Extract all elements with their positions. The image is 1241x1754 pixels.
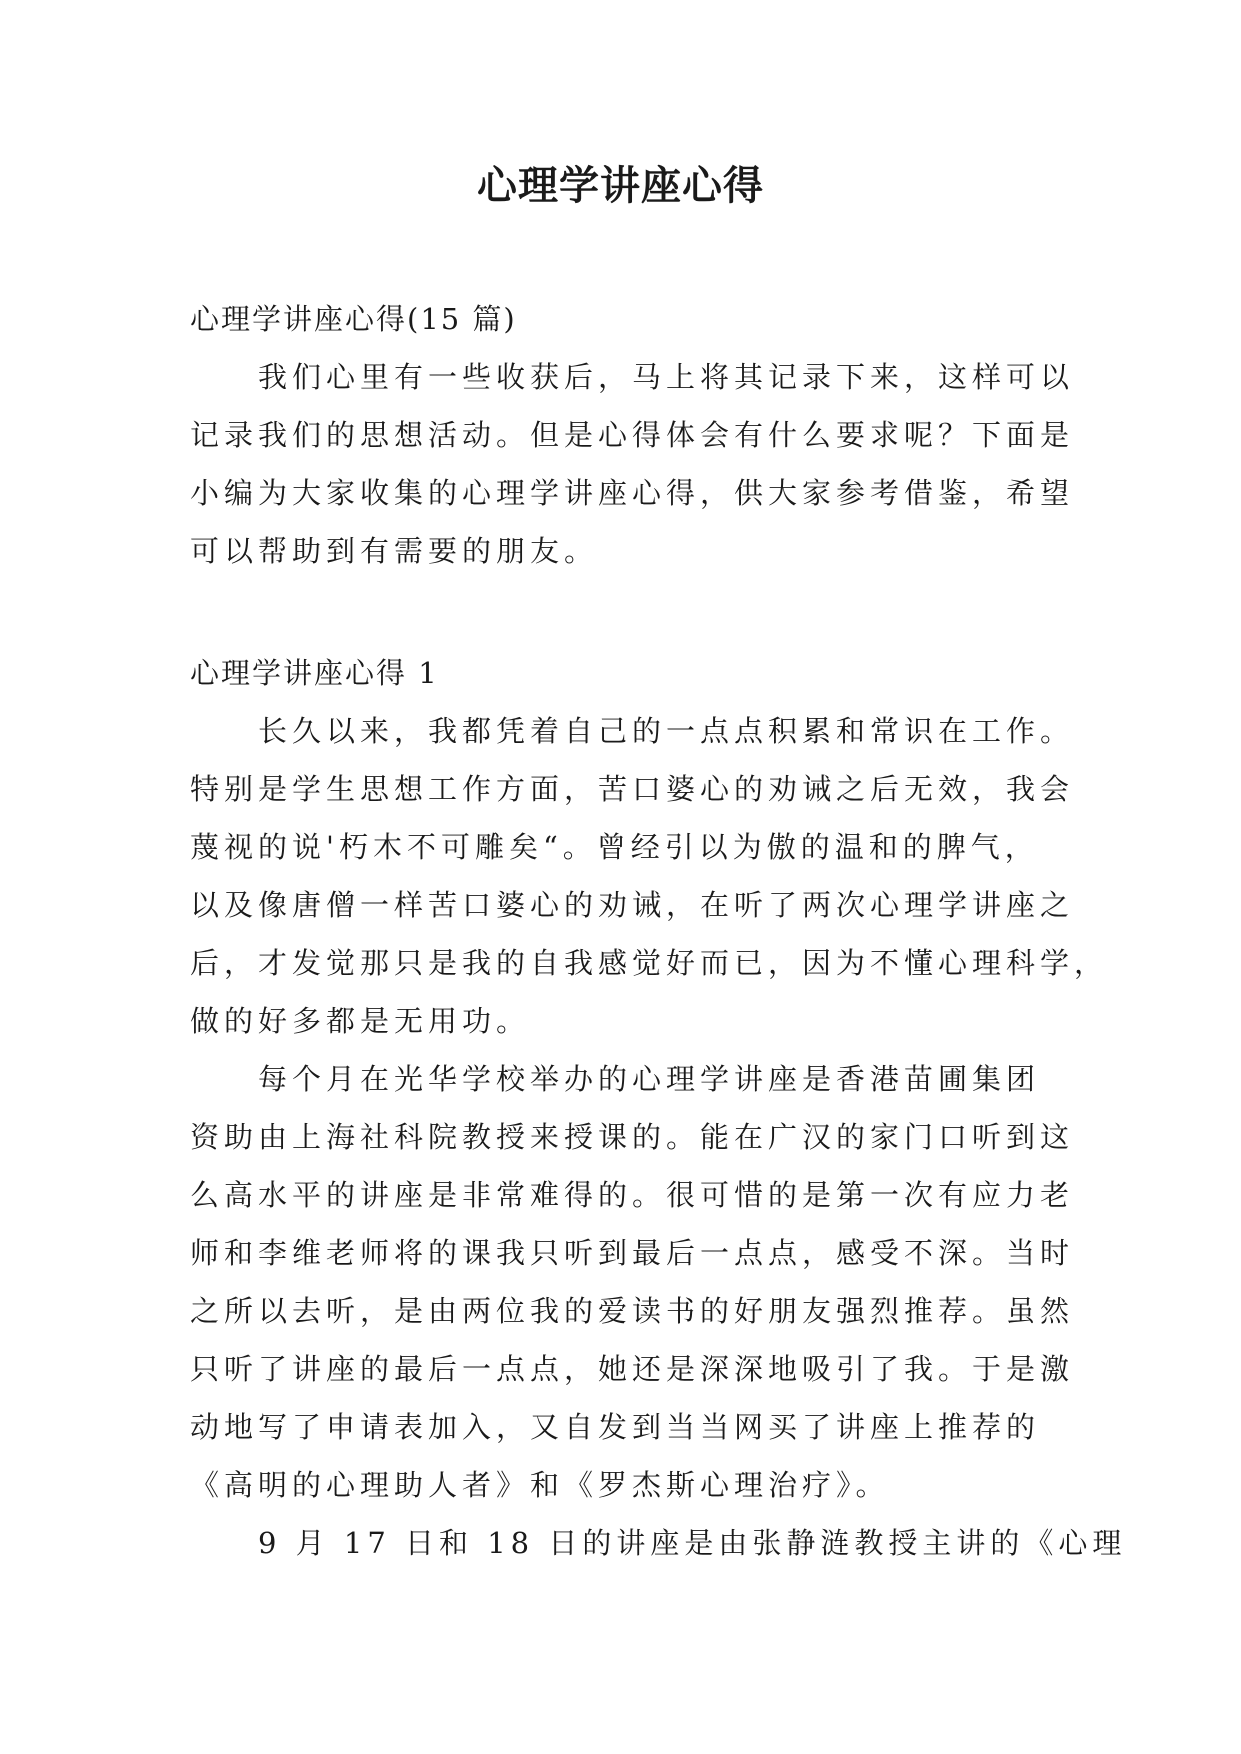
document-title: 心理学讲座心得 bbox=[477, 163, 764, 209]
body-paragraph-1 bbox=[190, 702, 1109, 1050]
paragraph-line: 只听了讲座的最后一点点，她还是深深地吸引了我。于是激 bbox=[190, 1352, 1075, 1386]
paragraph-line: 可以帮助到有需要的朋友。 bbox=[190, 534, 599, 568]
paragraph-line: 之所以去听，是由两位我的爱读书的好朋友强烈推荐。虽然 bbox=[190, 1294, 1075, 1328]
paragraph-line: 么高水平的讲座是非常难得的。很可惜的是第一次有应力老 bbox=[190, 1178, 1075, 1212]
paragraph-line: 资助由上海社科院教授来授课的。能在广汉的家门口听到这 bbox=[190, 1120, 1075, 1154]
section-spacer bbox=[190, 580, 1070, 644]
paragraph-line: 做的好多都是无用功。 bbox=[190, 1004, 531, 1038]
document-body bbox=[190, 290, 1127, 1572]
paragraph-line: 《高明的心理助人者》和《罗杰斯心理治疗》。 bbox=[190, 1468, 890, 1502]
body-paragraph-3 bbox=[190, 1514, 1127, 1572]
paragraph-line: 后，才发觉那只是我的自我感觉好而已，因为不懂心理科学， bbox=[190, 946, 1109, 980]
body-paragraph-2 bbox=[190, 1050, 1075, 1514]
paragraph-line: 9 月 17 日和 18 日的讲座是由张静涟教授主讲的《心理 bbox=[258, 1526, 1127, 1560]
paragraph-line: 小编为大家收集的心理学讲座心得，供大家参考借鉴，希望 bbox=[190, 476, 1075, 510]
paragraph-line: 每个月在光华学校举办的心理学讲座是香港苗圃集团 bbox=[258, 1062, 1041, 1096]
paragraph-line: 长久以来，我都凭着自己的一点点积累和常识在工作。 bbox=[258, 714, 1075, 748]
paragraph-line: 蔑视的说'朽木不可雕矣“。曾经引以为傲的温和的脾气， bbox=[190, 830, 1039, 864]
paragraph-line: 我们心里有一些收获后，马上将其记录下来，这样可以 bbox=[258, 360, 1075, 394]
paragraph-line: 动地写了申请表加入，又自发到当当网买了讲座上推荐的 bbox=[190, 1410, 1041, 1444]
paragraph-line: 以及像唐僧一样苦口婆心的劝诫，在听了两次心理学讲座之 bbox=[190, 888, 1075, 922]
paragraph-line: 师和李维老师将的课我只听到最后一点点，感受不深。当时 bbox=[190, 1236, 1075, 1270]
collection-subtitle: 心理学讲座心得(15 篇) bbox=[190, 302, 517, 336]
intro-paragraph bbox=[190, 348, 1075, 580]
paragraph-line: 特别是学生思想工作方面，苦口婆心的劝诫之后无效，我会 bbox=[190, 772, 1075, 806]
section-heading: 心理学讲座心得 1 bbox=[190, 656, 439, 690]
paragraph-line: 记录我们的思想活动。但是心得体会有什么要求呢？下面是 bbox=[190, 418, 1075, 452]
